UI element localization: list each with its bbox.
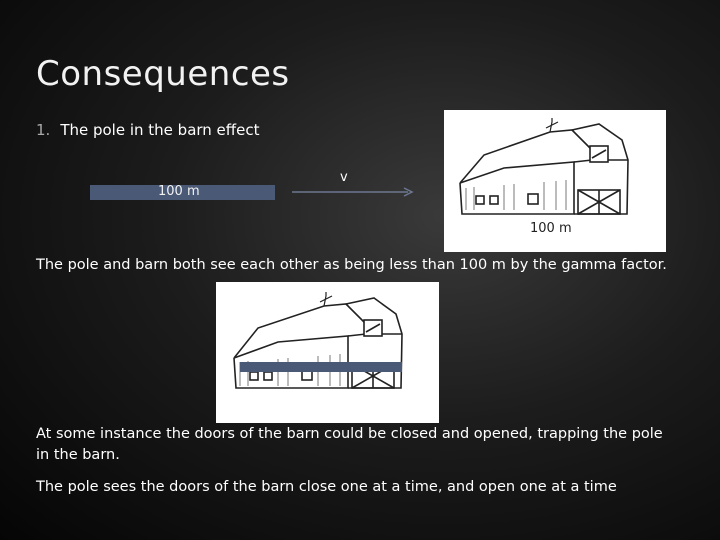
pole-length-label: 100 m (158, 184, 200, 199)
contraction-statement: The pole and barn both see each other as being less than 100 m by the gamma factor. (36, 257, 667, 273)
list-number: 1. (36, 121, 51, 139)
list-item-1 (36, 121, 259, 139)
list-item-text: The pole in the barn effect (60, 121, 260, 139)
velocity-arrow-icon (292, 186, 414, 198)
trapping-paragraph: At some instance the doors of the barn could be closed and opened, trapping the pole in the barn. (36, 426, 663, 463)
velocity-label: v (340, 170, 348, 185)
pole-view-paragraph: The pole sees the doors of the barn close one at a time, and open one at a time (36, 479, 617, 495)
pole-inside-barn (240, 362, 402, 372)
barn-with-pole-image (216, 282, 439, 423)
slide-title: Consequences (36, 54, 290, 94)
barn-length-label: 100 m (530, 221, 572, 236)
